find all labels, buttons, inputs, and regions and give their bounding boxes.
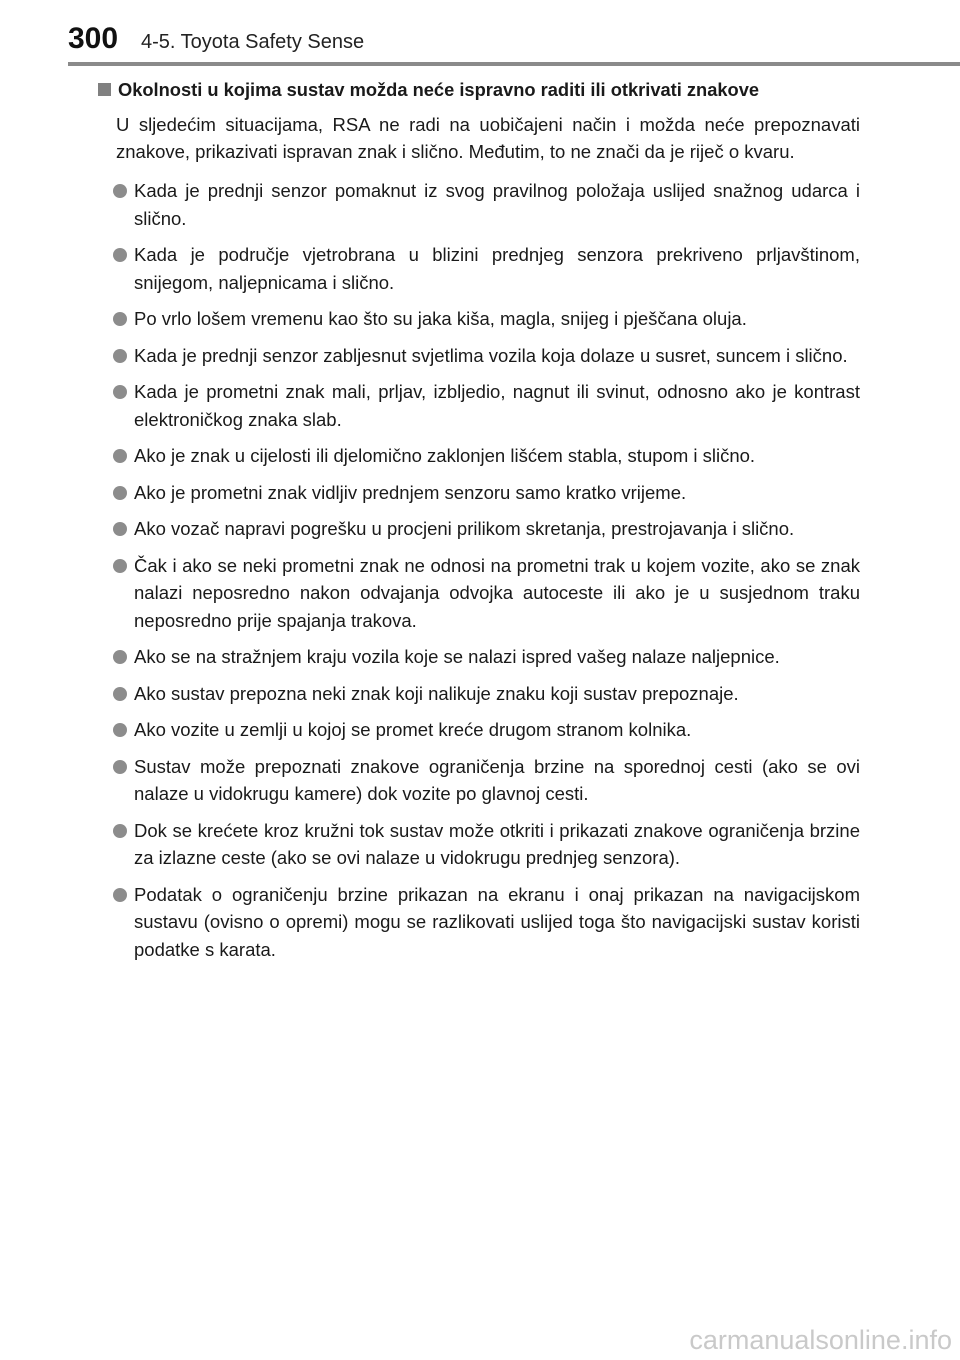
round-bullet-icon (113, 349, 127, 363)
list-item-text: Ako vozite u zemlji u kojoj se promet kreće drugom stranom kolnika. (134, 719, 692, 740)
round-bullet-icon (113, 650, 127, 664)
header-divider (68, 62, 960, 66)
list-item (96, 378, 860, 433)
list-item-text: Po vrlo lošem vremenu kao što su jaka kiša, magla, snijeg i pješčana oluja. (134, 308, 747, 329)
round-bullet-icon (113, 449, 127, 463)
list-item-text: Dok se krećete kroz kružni tok sustav može otkriti i prikazati znakove ograničenja brzine za izlazne ceste (ako se ovi nalaze u vidokrugu prednjeg senzora). (134, 819, 860, 868)
list-item-text: Kada je prednji senzor zabljesnut svjetlima vozila koja dolaze u susret, suncem i slično. (134, 344, 848, 366)
condition-list (96, 177, 860, 963)
list-item (96, 479, 860, 507)
round-bullet-icon (113, 888, 127, 902)
round-bullet-icon (113, 760, 127, 774)
list-item-text: Kada je područje vjetrobrana u blizini prednjeg senzora prekriveno prljavštinom, snijegom, naljepnicama i slično. (134, 244, 860, 293)
list-item-text: Ako je prometni znak vidljiv prednjem senzoru samo kratko vrijeme. (134, 481, 687, 503)
subheading-text: Okolnosti u kojima sustav možda neće ispravno raditi ili otkrivati znakove (118, 79, 760, 100)
main-content (96, 77, 860, 972)
intro-paragraph: U sljedećim situacijama, RSA ne radi na uobičajeni način i možda neće prepoznavati znakove, prikazivati ispravan znak i slično. Međutim, to ne znači da je riječ o kvaru. (116, 114, 860, 162)
page-header (0, 0, 960, 64)
subheading (96, 77, 860, 103)
list-item (96, 442, 860, 470)
list-item-text: Ako sustav prepozna neki znak koji nalikuje znaku koji sustav prepoznaje. (134, 682, 739, 704)
list-item-text: Podatak o ograničenju brzine prikazan na ekranu i onaj prikazan na navigacijskom sustavu (ovisno o opremi) mogu se razlikovati uslijed toga što navigacijski sustav koristi podatke s karata. (134, 883, 860, 960)
list-item (96, 753, 860, 808)
list-item-text: Sustav može prepoznati znakove ograničenja brzine na sporednoj cesti (ako se ovi nalaze u vidokrugu kamere) dok vozite po glavnoj cesti. (134, 755, 860, 804)
page-number: 300 (68, 22, 119, 55)
section-title: 4-5. Toyota Safety Sense (141, 31, 365, 53)
square-bullet-icon (98, 83, 111, 96)
round-bullet-icon (113, 385, 127, 399)
round-bullet-icon (113, 723, 127, 737)
list-item (96, 817, 860, 872)
list-item (96, 643, 860, 671)
list-item-text: Ako vozač napravi pogrešku u procjeni prilikom skretanja, prestrojavanja i slično. (134, 518, 795, 539)
list-item-text: Čak i ako se neki prometni znak ne odnosi na prometni trak u kojem vozite, ako se znak nalazi neposredno nakon odvajanja odvojka autoceste ili ako je u susjednom traku neposredno prije spajanja trakova. (134, 554, 860, 631)
list-item-text: Ako se na stražnjem kraju vozila koje se nalazi ispred vašeg nalaze naljepnice. (134, 646, 780, 667)
list-item-text: Kada je prometni znak mali, prljav, izbljedio, nagnut ili svinut, odnosno ako je kontrast elektroničkog znaka slab. (134, 381, 860, 430)
list-item (96, 552, 860, 635)
round-bullet-icon (113, 486, 127, 500)
list-item (96, 241, 860, 296)
round-bullet-icon (113, 559, 127, 573)
round-bullet-icon (113, 248, 127, 262)
watermark-text: carmanualsonline.info (689, 1325, 952, 1355)
round-bullet-icon (113, 312, 127, 326)
round-bullet-icon (113, 522, 127, 536)
round-bullet-icon (113, 824, 127, 838)
list-item-text: Ako je znak u cijelosti ili djelomično zaklonjen lišćem stabla, stupom i slično. (134, 445, 756, 466)
list-item (96, 305, 860, 333)
list-item (96, 680, 860, 708)
list-item (96, 881, 860, 964)
round-bullet-icon (113, 687, 127, 701)
list-item (96, 342, 860, 370)
list-item (96, 515, 860, 543)
list-item-text: Kada je prednji senzor pomaknut iz svog pravilnog položaja uslijed snažnog udarca i slično. (134, 180, 860, 229)
list-item (96, 177, 860, 232)
round-bullet-icon (113, 184, 127, 198)
list-item (96, 716, 860, 744)
